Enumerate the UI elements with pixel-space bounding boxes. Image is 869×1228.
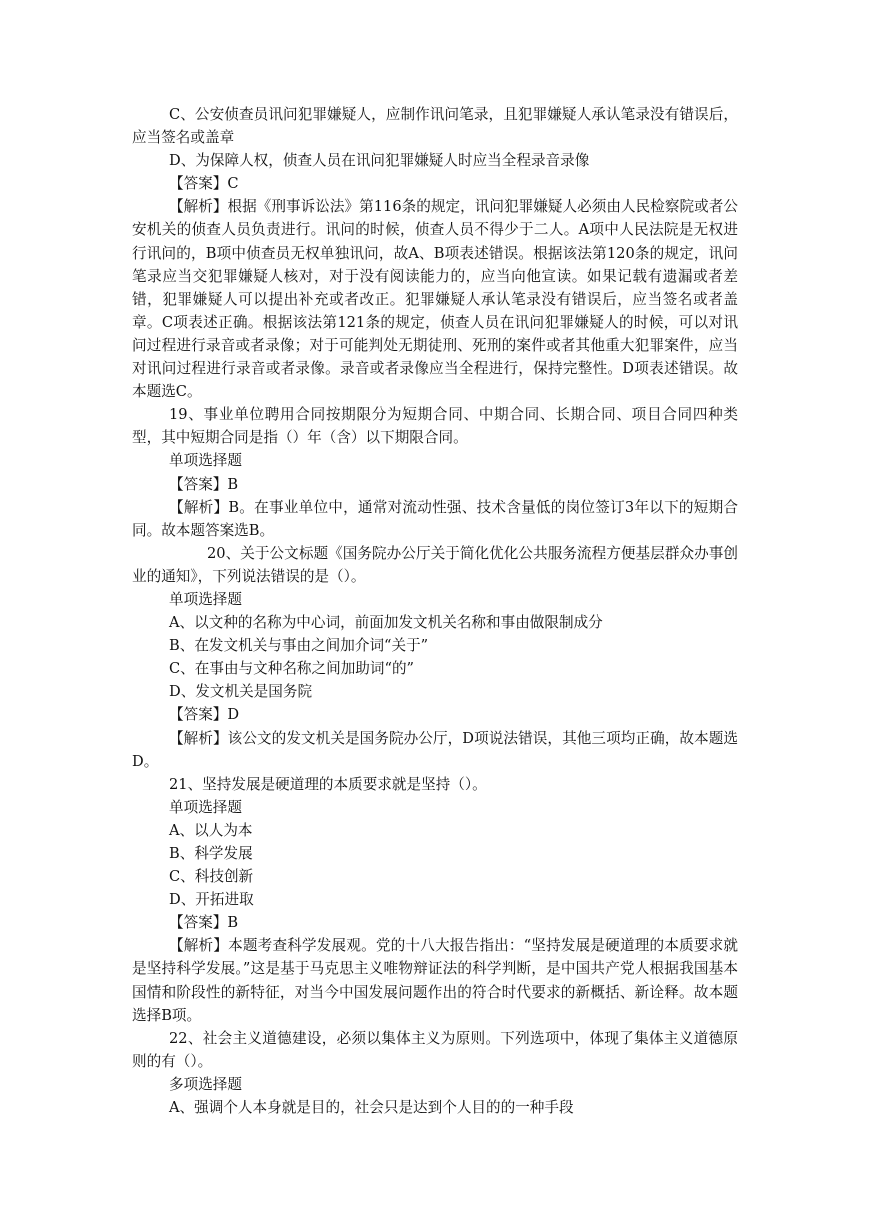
option-b-paragraph: B、在发文机关与事由之间加介词“关于” xyxy=(169,637,429,655)
option-d-paragraph: D、为保障人权，侦查人员在讯问犯罪嫌疑人时应当全程录音录像 xyxy=(169,152,590,170)
question-type-label: 单项选择题 xyxy=(169,452,242,470)
option-a-paragraph: A、以文种的名称为中心词，前面加发文机关名称和事由做限制成分 xyxy=(169,614,603,632)
analysis-paragraph: 【解析】B。在事业单位中，通常对流动性强、技术含量低的岗位签订3年以下的短期合同。故本题答案选B。 xyxy=(132,498,738,539)
option-c-paragraph: C、公安侦查员讯问犯罪嫌疑人，应制作讯问笔录，且犯罪嫌疑人承认笔录没有错误后，应当签名或盖章 xyxy=(132,106,738,147)
option-b-paragraph: B、科学发展 xyxy=(169,845,253,862)
answer-label: 【答案】D xyxy=(169,706,240,724)
answer-label: 【答案】B xyxy=(169,475,239,493)
option-c-paragraph: C、科技创新 xyxy=(169,868,254,886)
question-19: 19、事业单位聘用合同按期限分为短期合同、中期合同、长期合同、项目合同四种类型，其中短期合同是指（）年（含）以下期限合同。 xyxy=(132,406,738,447)
analysis-paragraph: 【解析】本题考查科学发展观。党的十八大报告指出：“坚持发展是硬道理的本质要求就是坚持科学发展。”这是基于马克思主义唯物辩证法的科学判断，是中国共产党人根据我国基本国情和阶段性的新特征，对当今中国发展问题作出的符合时代要求的新概括、新诠释。故本题选择B项。 xyxy=(132,937,738,1024)
question-type-label: 单项选择题 xyxy=(169,590,242,608)
document-body xyxy=(132,103,738,1119)
option-c-paragraph: C、在事由与文种名称之间加助词“的” xyxy=(169,660,414,678)
question-20: 20、关于公文标题《国务院办公厅关于简化优化公共服务流程方便基层群众办事创业的通知》，下列说法错误的是（）。 xyxy=(132,544,738,585)
analysis-paragraph: 【解析】根据《刑事诉讼法》第116条的规定，讯问犯罪嫌疑人必须由人民检察院或者公安机关的侦查人员负责进行。讯问的时候，侦查人员不得少于二人。A项中人民法院是无权进行讯问的，B项中侦查员无权单独讯问，故A、B项表述错误。根据该法第120条的规定，讯问笔录应当交犯罪嫌疑人核对，对于没有阅读能力的，应当向他宣读。如果记载有遗漏或者差错，犯罪嫌疑人可以提出补充或者改正。犯罪嫌疑人承认笔录没有错误后，应当签名或者盖章。C项表述正确。根据该法第121条的规定，侦查人员在讯问犯罪嫌疑人的时候，可以对讯问过程进行录音或者录像；对于可能判处无期徒刑、死刑的案件或者其他重大犯罪案件，应当对讯问过程进行录音或者录像。录音或者录像应当全程进行，保持完整性。D项表述错误。故本题选C。 xyxy=(132,198,738,401)
option-d-paragraph: D、开拓进取 xyxy=(169,891,254,909)
question-22: 22、社会主义道德建设，必须以集体主义为原则。下列选项中，体现了集体主义道德原则的有（）。 xyxy=(132,1029,738,1070)
option-d-paragraph: D、发文机关是国务院 xyxy=(169,683,313,701)
answer-label: 【答案】C xyxy=(169,175,239,193)
answer-label: 【答案】B xyxy=(169,914,239,932)
question-type-label: 单项选择题 xyxy=(169,798,242,816)
option-a-paragraph: A、以人为本 xyxy=(169,821,253,839)
question-type-label: 多项选择题 xyxy=(169,1075,242,1093)
analysis-paragraph: 【解析】该公文的发文机关是国务院办公厅，D项说法错误，其他三项均正确，故本题选D。 xyxy=(132,729,738,770)
option-a-paragraph: A、强调个人本身就是目的，社会只是达到个人目的的一种手段 xyxy=(169,1099,574,1117)
question-21: 21、坚持发展是硬道理的本质要求就是坚持（）。 xyxy=(169,775,487,793)
